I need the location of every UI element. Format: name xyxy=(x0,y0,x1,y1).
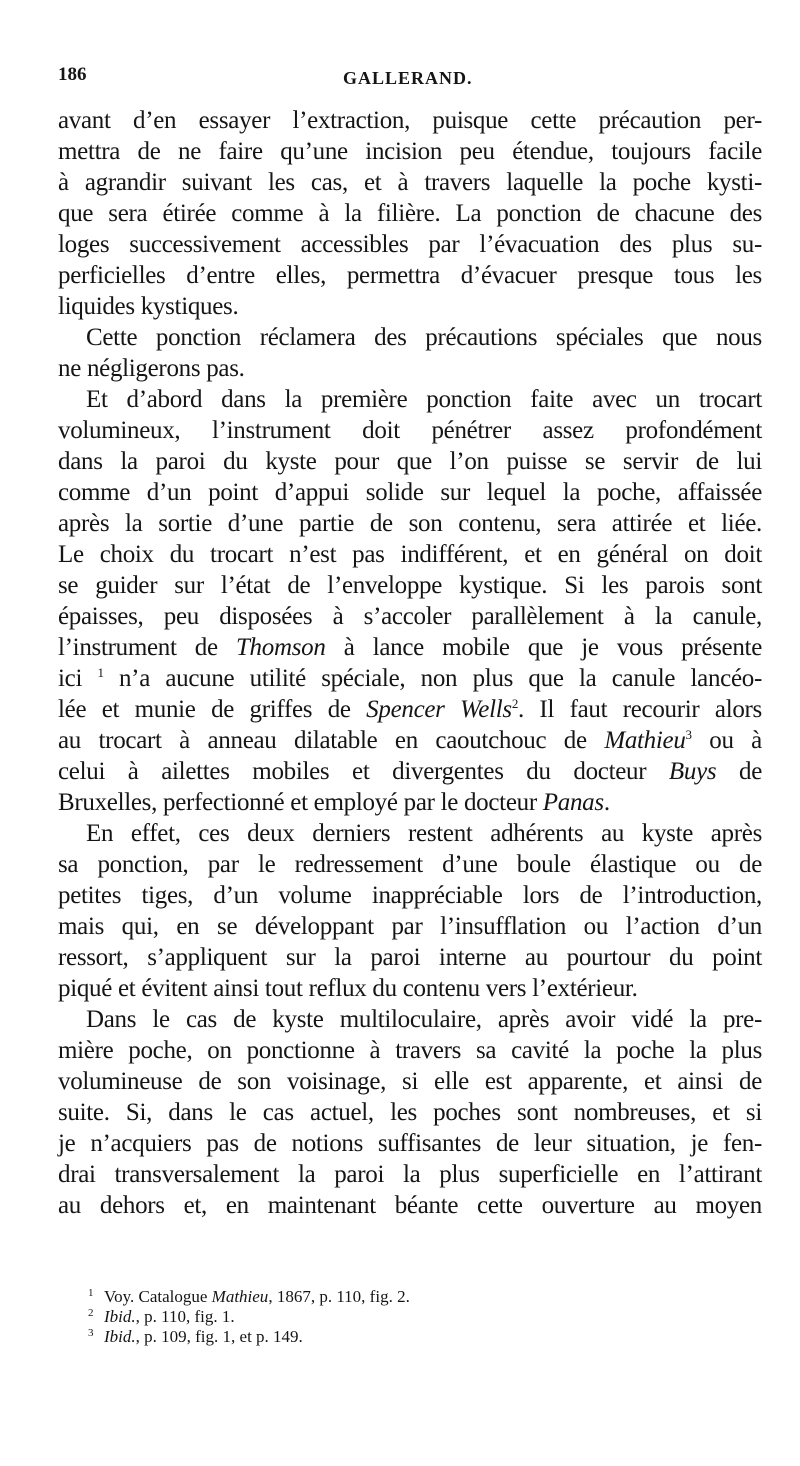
text-line: mière poche, on ponctionne à travers sa cavité la poche la plus xyxy=(58,1037,762,1064)
text-line: comme d’un point d’appui solide sur lequel la poche, affaissée xyxy=(58,479,762,506)
text-run: de xyxy=(716,758,762,785)
text-line xyxy=(58,632,762,663)
text-line: ne négligerons pas. xyxy=(58,355,245,382)
footnote-ref: 1 xyxy=(97,665,104,680)
text-line: liquides kystiques. xyxy=(58,293,239,320)
text-run: au trocart à anneau dilatable en caoutchouc de xyxy=(58,727,605,754)
text-run: n’a aucune utilité spéciale, non plus que la canule lancéo- xyxy=(103,665,762,692)
text-line: que sera étirée comme à la filière. La ponction de chacune des xyxy=(58,200,762,227)
footnote-italic: Ibid. xyxy=(104,1307,136,1326)
text-line xyxy=(58,663,762,694)
text-line xyxy=(58,725,762,756)
footnote-italic: Ibid. xyxy=(104,1327,136,1346)
text-line xyxy=(58,787,762,818)
footnote: $^2$ Ibid., p. 110, fig. 1. xyxy=(88,1307,235,1326)
text-line: suite. Si, dans le cas actuel, les poches sont nombreuses, et si xyxy=(58,1099,762,1126)
page-number: 186 xyxy=(58,64,87,85)
author-name: Mathieu xyxy=(604,727,686,754)
page-header xyxy=(58,58,758,88)
footnote-text: , p. 110, fig. 1. xyxy=(135,1307,235,1326)
text-run: à lance mobile que je vous présente xyxy=(325,634,762,661)
text-line: Le choix du trocart n’est pas indifférent, et en général on doit xyxy=(58,541,762,568)
text-line: dans la paroi du kyste pour que l’on puisse se servir de lui xyxy=(58,448,762,475)
footnote-ref: 2 xyxy=(511,696,519,711)
running-title: GALLERAND. xyxy=(343,68,473,88)
text-line: volumineuse de son voisinage, si elle est apparente, et ainsi de xyxy=(58,1068,762,1095)
footnote-text: , 1867, p. 110, fig. 2. xyxy=(268,1287,410,1306)
text-run: . Il faut recourir alors xyxy=(518,696,762,723)
text-run: l’instrument de xyxy=(58,634,236,661)
author-name: Spencer Wells xyxy=(366,696,512,723)
text-line: Et d’abord dans la première ponction faite avec un trocart xyxy=(86,386,762,413)
text-line: Cette ponction réclamera des précautions spéciales que nous xyxy=(86,324,762,351)
text-line: loges successivement accessibles par l’évacuation des plus su- xyxy=(58,231,762,258)
text-line: volumineux, l’instrument doit pénétrer assez profondément xyxy=(58,417,762,444)
text-line: En effet, ces deux derniers restent adhérents au kyste après xyxy=(86,820,762,847)
text-line: je n’acquiers pas de notions suffisantes de leur situation, je fen- xyxy=(58,1130,762,1157)
text-run: lée et munie de griffes de xyxy=(58,696,367,723)
text-line: à agrandir suivant les cas, et à travers laquelle la poche kysti- xyxy=(58,169,762,196)
footnote-text: , p. 109, fig. 1, et p. 149. xyxy=(135,1327,303,1346)
text-run: celui à ailettes mobiles et divergentes du docteur xyxy=(58,758,669,785)
text-run: Bruxelles, perfectionné et employé par le docteur xyxy=(58,789,543,816)
text-line xyxy=(58,694,762,725)
text-run: . xyxy=(603,789,610,816)
text-line: mettra de ne faire qu’une incision peu étendue, toujours facile xyxy=(58,138,762,165)
footnote-ref: 3 xyxy=(685,727,692,742)
text-run: ici xyxy=(58,665,98,692)
text-line xyxy=(58,756,762,787)
text-line: au dehors et, en maintenant béante cette ouverture au moyen xyxy=(58,1192,762,1219)
footnotes xyxy=(88,1287,688,1347)
text-line: avant d’en essayer l’extraction, puisque cette précaution per- xyxy=(58,107,762,134)
author-name: Panas xyxy=(542,789,604,816)
footnote-text: Voy. Catalogue xyxy=(104,1287,212,1306)
text-line: mais qui, en se développant par l’insufflation ou l’action d’un xyxy=(58,913,762,940)
text-line: perficielles d’entre elles, permettra d’évacuer presque tous les xyxy=(58,262,762,289)
footnote: $^1$ Voy. Catalogue Mathieu, 1867, p. 110, fig. 2. xyxy=(88,1287,410,1306)
text-line: Dans le cas de kyste multiloculaire, après avoir vidé la pre- xyxy=(86,1006,762,1033)
text-line: petites tiges, d’un volume inappréciable lors de l’introduction, xyxy=(58,882,762,909)
text-run: ou à xyxy=(691,727,762,754)
text-line: après la sortie d’une partie de son contenu, sera attirée et liée. xyxy=(58,510,762,537)
author-name: Buys xyxy=(668,758,717,785)
text-line: ressort, s’appliquent sur la paroi interne au pourtour du point xyxy=(58,944,762,971)
footnote: $^3$ Ibid., p. 109, fig. 1, et p. 149. xyxy=(88,1327,303,1346)
text-line: se guider sur l’état de l’enveloppe kystique. Si les parois sont xyxy=(58,572,762,599)
body-text xyxy=(58,105,762,1221)
text-line: drai transversalement la paroi la plus superficielle en l’attirant xyxy=(58,1161,762,1188)
footnote-italic: Mathieu xyxy=(211,1287,269,1306)
text-line: piqué et évitent ainsi tout reflux du contenu vers l’extérieur. xyxy=(58,975,638,1002)
author-name: Thomson xyxy=(235,634,326,661)
text-line: épaisses, peu disposées à s’accoler parallèlement à la canule, xyxy=(58,603,762,630)
text-line: sa ponction, par le redressement d’une boule élastique ou de xyxy=(58,851,762,878)
